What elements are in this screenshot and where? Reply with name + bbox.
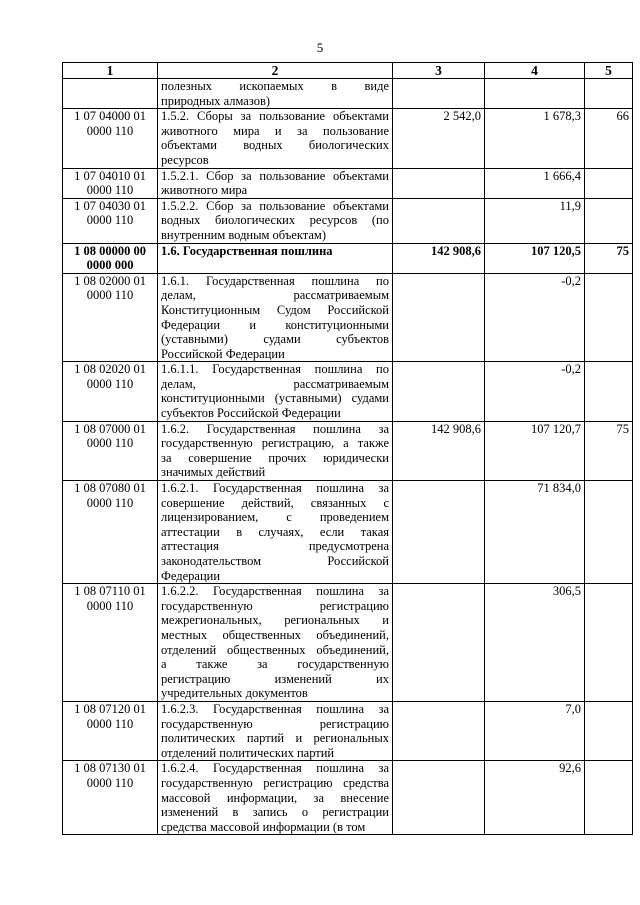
code-line: 1 08 07130 01: [74, 761, 146, 776]
name-line: отделений общественных объединений,: [161, 642, 389, 657]
table-row: [63, 243, 633, 273]
code-line: 0000 110: [86, 436, 134, 451]
actual-amount: 7,0: [485, 701, 585, 760]
item-name: [158, 421, 393, 480]
planned-amount: 142 908,6: [393, 243, 485, 273]
code-line: 1 07 04030 01: [74, 198, 146, 213]
code-line: 0000 110: [86, 288, 134, 303]
planned-amount: [393, 362, 485, 421]
code-line: 0000 110: [86, 213, 134, 228]
code-line: 1 07 04010 01: [74, 168, 146, 183]
execution-percent: [585, 481, 633, 584]
item-name: [158, 481, 393, 584]
planned-amount: [393, 168, 485, 198]
code-line: 1 07 04000 01: [74, 109, 146, 124]
name-line: законодательством Российской: [161, 554, 389, 568]
actual-amount: -0,2: [485, 273, 585, 362]
name-line: политических партий и региональных: [161, 731, 389, 746]
name-line: 1.5.2. Сборы за пользование объектами: [161, 109, 389, 124]
item-name: [158, 584, 393, 702]
name-line: объектами водных биологических: [161, 138, 389, 153]
planned-amount: [393, 584, 485, 702]
planned-amount: [393, 761, 485, 835]
planned-amount: [393, 481, 485, 584]
name-line: делам, рассматриваемым: [161, 376, 389, 391]
classification-code: [63, 701, 158, 760]
item-name: [158, 701, 393, 760]
execution-percent: [585, 79, 633, 109]
item-name: [158, 109, 393, 168]
header-col-1: 1: [63, 63, 158, 79]
code-line: 1 08 00000 00: [74, 243, 146, 258]
execution-percent: [585, 273, 633, 362]
header-col-2: 2: [158, 63, 393, 79]
code-line: 1 08 07120 01: [74, 701, 146, 716]
code-line: 1 08 02000 01: [74, 273, 146, 288]
actual-amount: [485, 79, 585, 109]
table-row: [63, 198, 633, 243]
name-line: совершение действий, связанных с: [161, 495, 389, 510]
actual-amount: 107 120,7: [485, 421, 585, 480]
header-col-4: 4: [485, 63, 585, 79]
table-row: [63, 481, 633, 584]
classification-code: [63, 243, 158, 273]
execution-percent: 75: [585, 421, 633, 480]
classification-code: [63, 168, 158, 198]
name-line: учредительных документов: [161, 686, 308, 701]
name-line: внутренним водным объектам): [161, 227, 327, 242]
classification-code: [63, 362, 158, 421]
name-line: 1.5.2.1. Сбор за пользование объектами: [161, 168, 389, 183]
name-line: полезных ископаемых в виде: [161, 79, 389, 93]
item-name: [158, 273, 393, 362]
code-line: 0000 000: [86, 258, 134, 273]
name-line: конституционными (уставными) судами: [161, 391, 389, 406]
name-line: а также за государственную: [161, 657, 389, 672]
name-line: 1.6.1. Государственная пошлина по: [161, 273, 389, 288]
name-line: 1.5.2.2. Сбор за пользование объектами: [161, 198, 389, 213]
header-col-3: 3: [393, 63, 485, 79]
planned-amount: [393, 273, 485, 362]
name-line: отделений политических партий: [161, 745, 335, 760]
planned-amount: [393, 701, 485, 760]
table-row: [63, 701, 633, 760]
name-line: делам, рассматриваемым: [161, 288, 389, 303]
execution-percent: [585, 362, 633, 421]
classification-code: [63, 273, 158, 362]
item-name: [158, 362, 393, 421]
classification-code: [63, 761, 158, 835]
header-col-5: 5: [585, 63, 633, 79]
execution-percent: [585, 701, 633, 760]
name-line: Конституционным Судом Российской: [161, 302, 389, 317]
table-row: [63, 273, 633, 362]
table-body: [63, 79, 633, 835]
name-line: водных биологических ресурсов (по: [161, 213, 389, 228]
budget-table: [62, 62, 633, 835]
name-line: средства массовой информации (в том: [161, 819, 366, 834]
name-line: межрегиональных, региональных и: [161, 613, 389, 628]
actual-amount: -0,2: [485, 362, 585, 421]
name-line: массовой информации, за внесение: [161, 790, 389, 805]
classification-code: [63, 584, 158, 702]
name-line: Федерации: [161, 568, 221, 583]
code-line: 0000 110: [86, 716, 134, 731]
name-line: аттестации в случаях, если такая: [161, 524, 389, 539]
name-line: ресурсов: [161, 152, 209, 167]
code-line: 0000 110: [86, 598, 134, 613]
code-line: 0000 110: [86, 376, 134, 391]
name-line: 1.6.2.1. Государственная пошлина за: [161, 481, 389, 496]
item-name: [158, 79, 393, 109]
classification-code: [63, 109, 158, 168]
name-line: 1.6. Государственная пошлина: [161, 243, 333, 258]
execution-percent: [585, 584, 633, 702]
page-number: 5: [316, 40, 324, 55]
name-line: за совершение прочих юридически: [161, 450, 389, 465]
planned-amount: [393, 79, 485, 109]
actual-amount: 306,5: [485, 584, 585, 702]
name-line: 1.6.2.2. Государственная пошлина за: [161, 584, 389, 599]
execution-percent: [585, 198, 633, 243]
table-row: [63, 79, 633, 109]
code-line: 1 08 07080 01: [74, 481, 146, 496]
name-line: животного мира: [161, 183, 248, 198]
classification-code: [63, 198, 158, 243]
name-line: государственную регистрацию: [161, 716, 389, 731]
name-line: изменений в запись о регистрации: [161, 805, 389, 820]
execution-percent: 66: [585, 109, 633, 168]
name-line: (уставными) судами субъектов: [161, 332, 389, 347]
classification-code: [63, 421, 158, 480]
code-line: 0000 110: [86, 123, 134, 138]
name-line: природных алмазов): [161, 93, 271, 108]
table-row: [63, 168, 633, 198]
code-line: 0000 110: [86, 495, 134, 510]
name-line: Федерации и конституционными: [161, 317, 389, 332]
name-line: местных общественных объединений,: [161, 627, 389, 642]
item-name: [158, 243, 393, 273]
actual-amount: 1 678,3: [485, 109, 585, 168]
name-line: государственную регистрацию, а также: [161, 436, 389, 451]
table-row: [63, 761, 633, 835]
name-line: государственную регистрацию средства: [161, 775, 389, 790]
name-line: животного мира и за пользование: [161, 123, 389, 138]
code-line: 1 08 07110 01: [74, 584, 146, 599]
name-line: лицензированием, с проведением: [161, 510, 389, 525]
actual-amount: 1 666,4: [485, 168, 585, 198]
classification-code: [63, 79, 158, 109]
item-name: [158, 198, 393, 243]
name-line: государственную регистрацию: [161, 598, 389, 613]
actual-amount: 92,6: [485, 761, 585, 835]
name-line: Российской Федерации: [161, 346, 285, 361]
name-line: субъектов Российской Федерации: [161, 406, 341, 421]
code-line: 1 08 02020 01: [74, 362, 146, 377]
name-line: 1.6.2.3. Государственная пошлина за: [161, 701, 389, 716]
execution-percent: [585, 761, 633, 835]
name-line: 1.6.2.4. Государственная пошлина за: [161, 761, 389, 776]
table-row: [63, 584, 633, 702]
item-name: [158, 168, 393, 198]
code-line: 1 08 07000 01: [74, 421, 146, 436]
name-line: 1.6.2. Государственная пошлина за: [161, 421, 389, 436]
table-row: [63, 109, 633, 168]
name-line: аттестация предусмотрена: [161, 539, 389, 554]
name-line: регистрацию изменений их: [161, 671, 389, 686]
table-header-row: [63, 63, 633, 79]
item-name: [158, 761, 393, 835]
table-row: [63, 362, 633, 421]
actual-amount: 107 120,5: [485, 243, 585, 273]
planned-amount: [393, 198, 485, 243]
name-line: 1.6.1.1. Государственная пошлина по: [161, 362, 389, 377]
code-line: 0000 110: [86, 775, 134, 790]
code-line: 0000 110: [86, 183, 134, 198]
table-row: [63, 421, 633, 480]
actual-amount: 11,9: [485, 198, 585, 243]
planned-amount: 2 542,0: [393, 109, 485, 168]
execution-percent: [585, 168, 633, 198]
planned-amount: 142 908,6: [393, 421, 485, 480]
classification-code: [63, 481, 158, 584]
actual-amount: 71 834,0: [485, 481, 585, 584]
name-line: значимых действий: [161, 465, 266, 480]
execution-percent: 75: [585, 243, 633, 273]
